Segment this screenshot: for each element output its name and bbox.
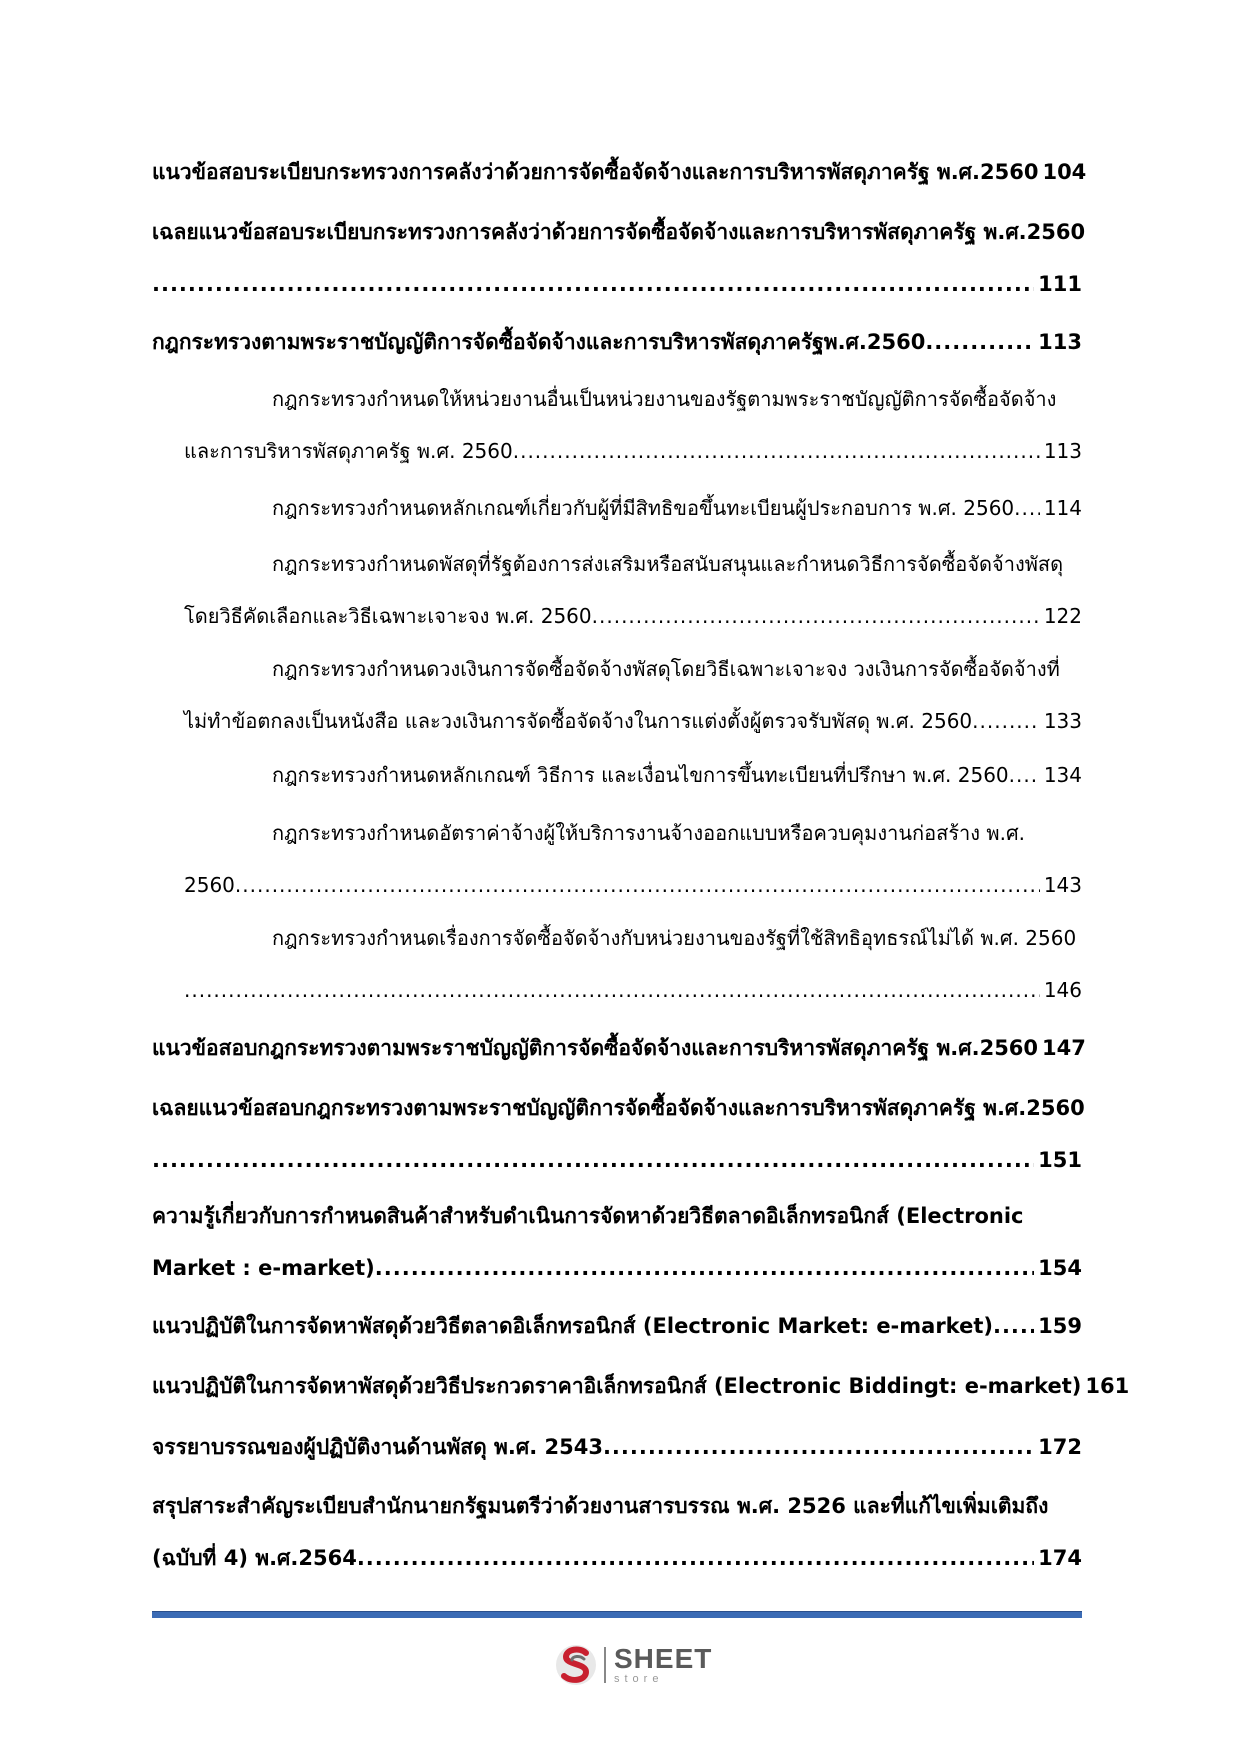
toc-page-number: 154 (1038, 1256, 1082, 1280)
toc-page-number: 147 (1042, 1036, 1086, 1060)
toc-entry[interactable] (152, 1022, 1086, 1074)
toc-entry[interactable] (152, 373, 1082, 477)
toc-page-number: 174 (1038, 1546, 1082, 1570)
toc-line (152, 590, 1082, 642)
toc-leader (357, 1532, 1034, 1584)
toc-title: แนวปฏิบัติในการจัดหาพัสดุด้วยวิธีประกวดราคาอิเล็กทรอนิกส์ (Electronic Biddingt: e-market) (152, 1374, 1082, 1398)
toc-title-cont: โดยวิธีคัดเลือกและวิธีเฉพาะเจาะจง พ.ศ. 2560 (184, 604, 592, 628)
toc-entry[interactable] (152, 749, 1082, 801)
footer-rule (152, 1611, 1082, 1618)
toc-line (152, 695, 1082, 747)
sheet-store-logo (554, 1640, 734, 1690)
toc-page-number: 172 (1038, 1435, 1082, 1459)
toc-leader (993, 1300, 1034, 1352)
logo-divider (604, 1647, 606, 1683)
toc-entry[interactable] (152, 643, 1082, 747)
toc-page-number: 113 (1043, 439, 1082, 463)
toc-leader (1009, 749, 1040, 801)
toc-entry[interactable] (152, 1360, 1130, 1412)
toc-entry[interactable] (152, 538, 1082, 642)
toc-entry[interactable] (152, 807, 1082, 911)
toc-page-number: 146 (1043, 978, 1082, 1002)
toc-leader (513, 425, 1040, 477)
toc-page-number: 104 (1042, 160, 1087, 184)
toc-line (152, 1134, 1082, 1186)
toc-line (152, 859, 1082, 911)
toc-line (152, 749, 1082, 801)
logo-subtitle: store (614, 1673, 664, 1685)
toc-entry[interactable] (152, 482, 1082, 534)
toc-leader (592, 590, 1040, 642)
toc-page-number: 161 (1085, 1374, 1130, 1398)
toc-line (152, 964, 1082, 1016)
toc-entry[interactable] (152, 1421, 1082, 1473)
toc-title: กฎกระทรวงกำหนดให้หน่วยงานอื่นเป็นหน่วยงานของรัฐตามพระราชบัญญัติการจัดซื้อจัดจ้าง (272, 387, 1057, 411)
toc-line (152, 1242, 1082, 1294)
toc-entry[interactable] (152, 1190, 1082, 1294)
toc-line (152, 1082, 1085, 1134)
toc-page-number: 143 (1043, 873, 1082, 897)
toc-line (152, 538, 1082, 590)
toc-title: จรรยาบรรณของผู้ปฏิบัติงานด้านพัสดุ พ.ศ. 2543 (152, 1435, 603, 1459)
toc-line (152, 425, 1082, 477)
toc-entry[interactable] (152, 146, 1087, 198)
toc-title-cont: Market : e-market) (152, 1256, 375, 1280)
toc-line (152, 373, 1082, 425)
toc-leader (152, 1134, 1034, 1186)
toc-leader (603, 1421, 1034, 1473)
toc-page-number: 133 (1043, 709, 1082, 733)
toc-entry[interactable] (152, 206, 1086, 310)
toc-line (152, 1022, 1086, 1074)
toc-entry[interactable] (152, 1480, 1082, 1584)
toc-leader (925, 316, 1034, 368)
logo-text (614, 1645, 712, 1685)
toc-line (152, 1532, 1082, 1584)
toc-entry[interactable] (152, 912, 1082, 1016)
toc-line (152, 643, 1082, 695)
toc-title: เฉลยแนวข้อสอบระเบียบกระทรวงการคลังว่าด้วยการจัดซื้อจัดจ้างและการบริหารพัสดุภาครัฐ พ.ศ.2560 (152, 220, 1086, 244)
toc-line (152, 1300, 1082, 1352)
toc-leader (152, 258, 1034, 310)
toc-line (152, 206, 1086, 258)
toc-leader (375, 1242, 1034, 1294)
toc-line (152, 316, 1082, 368)
toc-entry[interactable] (152, 1300, 1082, 1352)
toc-line (152, 258, 1082, 310)
toc-title: กฎกระทรวงกำหนดอัตราค่าจ้างผู้ให้บริการงานจ้างออกแบบหรือควบคุมงานก่อสร้าง พ.ศ. (272, 821, 1026, 845)
toc-title: กฎกระทรวงกำหนดพัสดุที่รัฐต้องการส่งเสริมหรือสนับสนุนและกำหนดวิธีการจัดซื้อจัดจ้างพัสดุ (272, 552, 1064, 576)
toc-title: กฎกระทรวงกำหนดวงเงินการจัดซื้อจัดจ้างพัสดุโดยวิธีเฉพาะเจาะจง วงเงินการจัดซื้อจัดจ้างที่ (272, 657, 1060, 681)
toc-title: แนวข้อสอบกฎกระทรวงตามพระราชบัญญัติการจัดซื้อจัดจ้างและการบริหารพัสดุภาครัฐ พ.ศ.2560 (152, 1036, 1039, 1060)
toc-title: สรุปสาระสำคัญระเบียบสำนักนายกรัฐมนตรีว่าด้วยงานสารบรรณ พ.ศ. 2526 และที่แก้ไขเพิ่มเติมถึง (152, 1494, 1049, 1518)
toc-title-cont: ไม่ทำข้อตกลงเป็นหนังสือ และวงเงินการจัดซื้อจัดจ้างในการแต่งตั้งผู้ตรวจรับพัสดุ พ.ศ. 2560 (184, 709, 973, 733)
logo-title: SHEET (614, 1643, 713, 1674)
toc-page-number: 114 (1043, 496, 1082, 520)
toc-line (152, 1190, 1082, 1242)
toc-leader (972, 695, 1040, 747)
toc-page-number: 111 (1038, 272, 1082, 296)
toc-title: กฎกระทรวงตามพระราชบัญญัติการจัดซื้อจัดจ้างและการบริหารพัสดุภาครัฐพ.ศ.2560 (152, 330, 926, 354)
toc-entry[interactable] (152, 316, 1082, 368)
toc-title-cont: (ฉบับที่ 4) พ.ศ.2564 (152, 1546, 357, 1570)
toc-title: เฉลยแนวข้อสอบกฎกระทรวงตามพระราชบัญญัติการจัดซื้อจัดจ้างและการบริหารพัสดุภาครัฐ พ.ศ.2560 (152, 1096, 1085, 1120)
toc-leader (235, 859, 1040, 911)
toc-line (152, 146, 1087, 198)
toc-line (152, 912, 1082, 964)
toc-title: แนวปฏิบัติในการจัดหาพัสดุด้วยวิธีตลาดอิเล็กทรอนิกส์ (Electronic Market: e-market) (152, 1314, 993, 1338)
toc-title-cont: 2560 (184, 873, 235, 897)
toc-page-number: 113 (1038, 330, 1082, 354)
toc-title: แนวข้อสอบระเบียบกระทรวงการคลังว่าด้วยการจัดซื้อจัดจ้างและการบริหารพัสดุภาครัฐ พ.ศ.2560 (152, 160, 1039, 184)
toc-title: ความรู้เกี่ยวกับการกำหนดสินค้าสำหรับดำเนินการจัดหาด้วยวิธีตลาดอิเล็กทรอนิกส์ (Electronic (152, 1204, 1024, 1228)
toc-leader (1014, 482, 1040, 534)
toc-line (152, 1480, 1082, 1532)
logo-s-icon (554, 1641, 598, 1689)
toc-line (152, 1421, 1082, 1473)
toc-line (152, 482, 1082, 534)
toc-page-number: 151 (1038, 1148, 1082, 1172)
toc-title-cont: และการบริหารพัสดุภาครัฐ พ.ศ. 2560 (184, 439, 513, 463)
toc-line (152, 1360, 1130, 1412)
toc-page-number: 159 (1038, 1314, 1082, 1338)
toc-title: กฎกระทรวงกำหนดเรื่องการจัดซื้อจัดจ้างกับหน่วยงานของรัฐที่ใช้สิทธิอุทธรณ์ไม่ได้ พ.ศ. 2560 (272, 926, 1077, 950)
toc-page-number: 122 (1043, 604, 1082, 628)
toc-title: กฎกระทรวงกำหนดหลักเกณฑ์เกี่ยวกับผู้ที่มีสิทธิขอขึ้นทะเบียนผู้ประกอบการ พ.ศ. 2560 (272, 496, 1015, 520)
toc-title: กฎกระทรวงกำหนดหลักเกณฑ์ วิธีการ และเงื่อนไขการขึ้นทะเบียนที่ปรึกษา พ.ศ. 2560 (272, 763, 1009, 787)
toc-page-number: 134 (1043, 763, 1082, 787)
toc-entry[interactable] (152, 1082, 1085, 1186)
toc-leader (184, 964, 1040, 1016)
toc-line (152, 807, 1082, 859)
